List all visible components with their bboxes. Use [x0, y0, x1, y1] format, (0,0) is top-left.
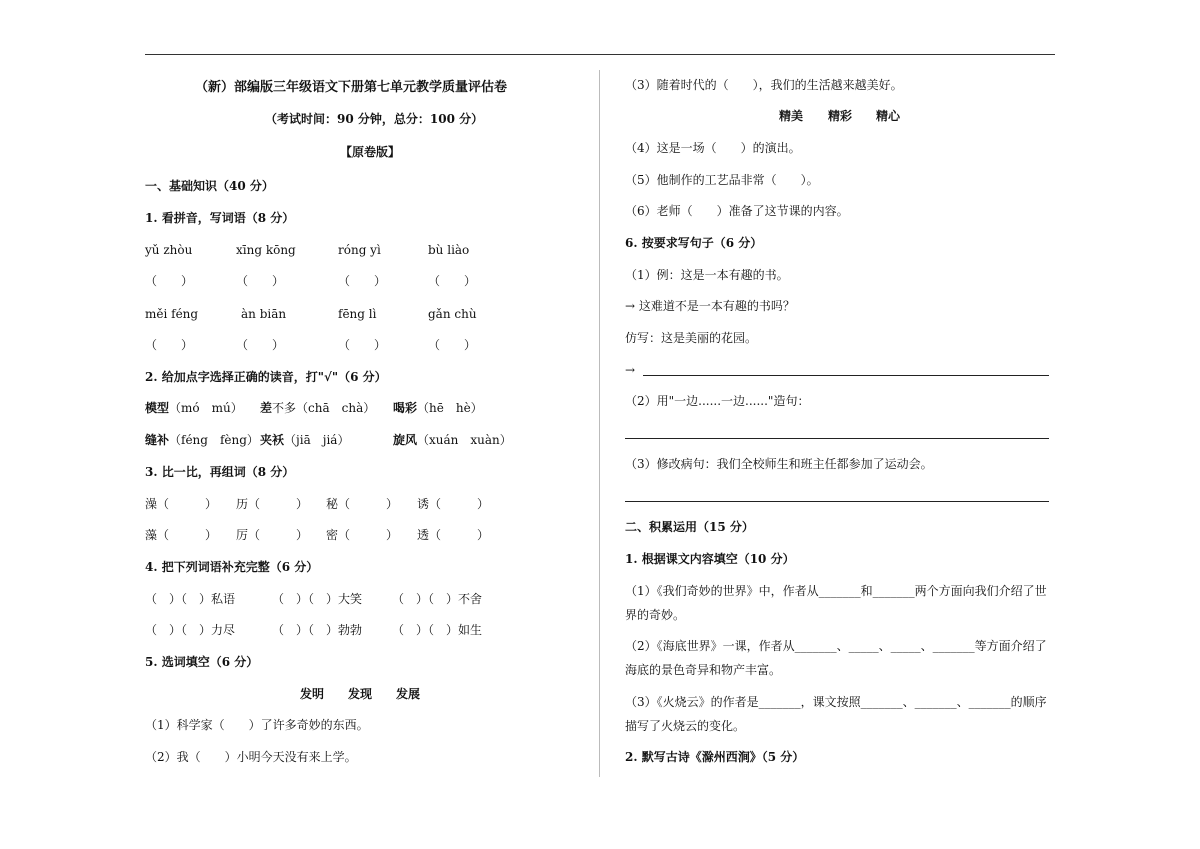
answer-blank: （ ）: [236, 338, 285, 352]
pinyin: bù liào: [428, 243, 470, 257]
fill-sentence: （2）我（ ）小明今天没有来上学。: [145, 750, 357, 764]
fill-sentence: （4）这是一场（ ）的演出。: [625, 141, 801, 155]
pronunciation-choice: 夹袄（jiā jiá）: [260, 433, 350, 447]
word-choice: 精美: [779, 109, 804, 123]
exam-info: （考试时间：90 分钟，总分：100 分）: [265, 112, 484, 126]
word-item: 澡（ ）: [145, 497, 218, 511]
sentence-line: （1）例：这是一本有趣的书。: [625, 268, 789, 282]
q5-heading: 5. 选词填空（6 分）: [145, 655, 259, 669]
answer-blank: （ ）: [428, 274, 477, 288]
pinyin: xīng kōng: [236, 243, 296, 257]
answer-line: [625, 501, 1049, 502]
word-item: 透（ ）: [417, 528, 490, 542]
idiom-blank: （ ）（ ）大笑: [272, 592, 363, 606]
fill-sentence: （6）老师（ ）准备了这节课的内容。: [625, 204, 849, 218]
text-line: 海底的景色奇异和物产丰富。: [625, 663, 782, 677]
section-2-heading: 二、积累运用（15 分）: [625, 520, 754, 534]
word-item: 秘（ ）: [326, 497, 399, 511]
fill-sentence: （5）他制作的工艺品非常（ ）。: [625, 173, 819, 187]
section-1-heading: 一、基础知识（40 分）: [145, 179, 274, 193]
word-item: 历（ ）: [236, 497, 309, 511]
idiom-blank: （ ）（ ）私语: [145, 592, 236, 606]
answer-blank: （ ）: [145, 274, 194, 288]
sentence-line: （3）修改病句：我们全校师生和班主任都参加了运动会。: [625, 457, 933, 471]
word-choice: 发展: [396, 687, 421, 701]
word-item: 藻（ ）: [145, 528, 218, 542]
answer-blank: （ ）: [236, 274, 285, 288]
text-line: 界的奇妙。: [625, 608, 686, 622]
fill-sentence: （3）随着时代的（ ），我们的生活越来越美好。: [625, 78, 903, 92]
idiom-blank: （ ）（ ）勃勃: [272, 623, 363, 637]
word-choice: 精彩: [828, 109, 853, 123]
text-line: （2）《海底世界》一课，作者从_______、_____、_____、_______等方面介绍了: [625, 639, 1047, 653]
column-divider: [599, 70, 600, 777]
word-item: 密（ ）: [326, 528, 399, 542]
top-rule: [145, 54, 1055, 55]
pinyin: fēng lì: [338, 307, 377, 321]
fill-sentence: （1）科学家（ ）了许多奇妙的东西。: [145, 718, 369, 732]
page-title: （新）部编版三年级语文下册第七单元教学质量评估卷: [195, 80, 508, 95]
q3-heading: 3. 比一比，再组词（8 分）: [145, 465, 295, 479]
answer-blank: （ ）: [338, 274, 387, 288]
word-choice: 发现: [348, 687, 373, 701]
word-choice: 发明: [300, 687, 325, 701]
answer-blank: （ ）: [338, 338, 387, 352]
sentence-line: 仿写：这是美丽的花园。: [625, 331, 758, 345]
pronunciation-choice: 模型（mó mú）: [145, 401, 243, 415]
pronunciation-choice: 喝彩（hē hè）: [393, 401, 483, 415]
answer-line: [625, 438, 1049, 439]
answer-blank: （ ）: [145, 338, 194, 352]
text-line: （1）《我们奇妙的世界》中，作者从_______和_______两个方面向我们介绍了世: [625, 584, 1047, 598]
pinyin: róng yì: [338, 243, 381, 257]
q1-heading: 1. 看拼音，写词语（8 分）: [145, 211, 295, 225]
sentence-line: （2）用"一边......一边......"造句：: [625, 394, 810, 408]
idiom-blank: （ ）（ ）不舍: [392, 592, 483, 606]
pinyin: àn biān: [241, 307, 287, 321]
q4-heading: 4. 把下列词语补充完整（6 分）: [145, 560, 319, 574]
answer-line: [643, 375, 1049, 376]
sentence-line: → 这难道不是一本有趣的书吗？: [625, 299, 795, 313]
word-item: 诱（ ）: [417, 497, 490, 511]
q6-heading: 6. 按要求写句子（6 分）: [625, 236, 763, 250]
pronunciation-choice: 缝补（féng fèng）: [145, 433, 259, 447]
answer-blank: （ ）: [428, 338, 477, 352]
pinyin: gǎn chù: [428, 307, 477, 321]
p2-heading: 2. 默写古诗《滁州西涧》（5 分）: [625, 750, 805, 764]
q2-heading: 2. 给加点字选择正确的读音，打"√"（6 分）: [145, 370, 387, 384]
pronunciation-choice: 旋风（xuán xuàn）: [393, 433, 512, 447]
version-label: 【原卷版】: [340, 145, 401, 159]
text-line: 描写了火烧云的变化。: [625, 719, 746, 733]
idiom-blank: （ ）（ ）力尽: [145, 623, 236, 637]
pronunciation-choice: 差不多（chā chà）: [260, 401, 376, 415]
pinyin: měi féng: [145, 307, 199, 321]
text-line: （3）《火烧云》的作者是_______，课文按照_______、_______、_______的顺序: [625, 695, 1047, 709]
idiom-blank: （ ）（ ）如生: [392, 623, 483, 637]
pinyin: yǔ zhòu: [145, 243, 193, 257]
word-item: 厉（ ）: [236, 528, 309, 542]
word-choice: 精心: [876, 109, 901, 123]
sentence-line: →: [625, 363, 636, 377]
p1-heading: 1. 根据课文内容填空（10 分）: [625, 552, 795, 566]
